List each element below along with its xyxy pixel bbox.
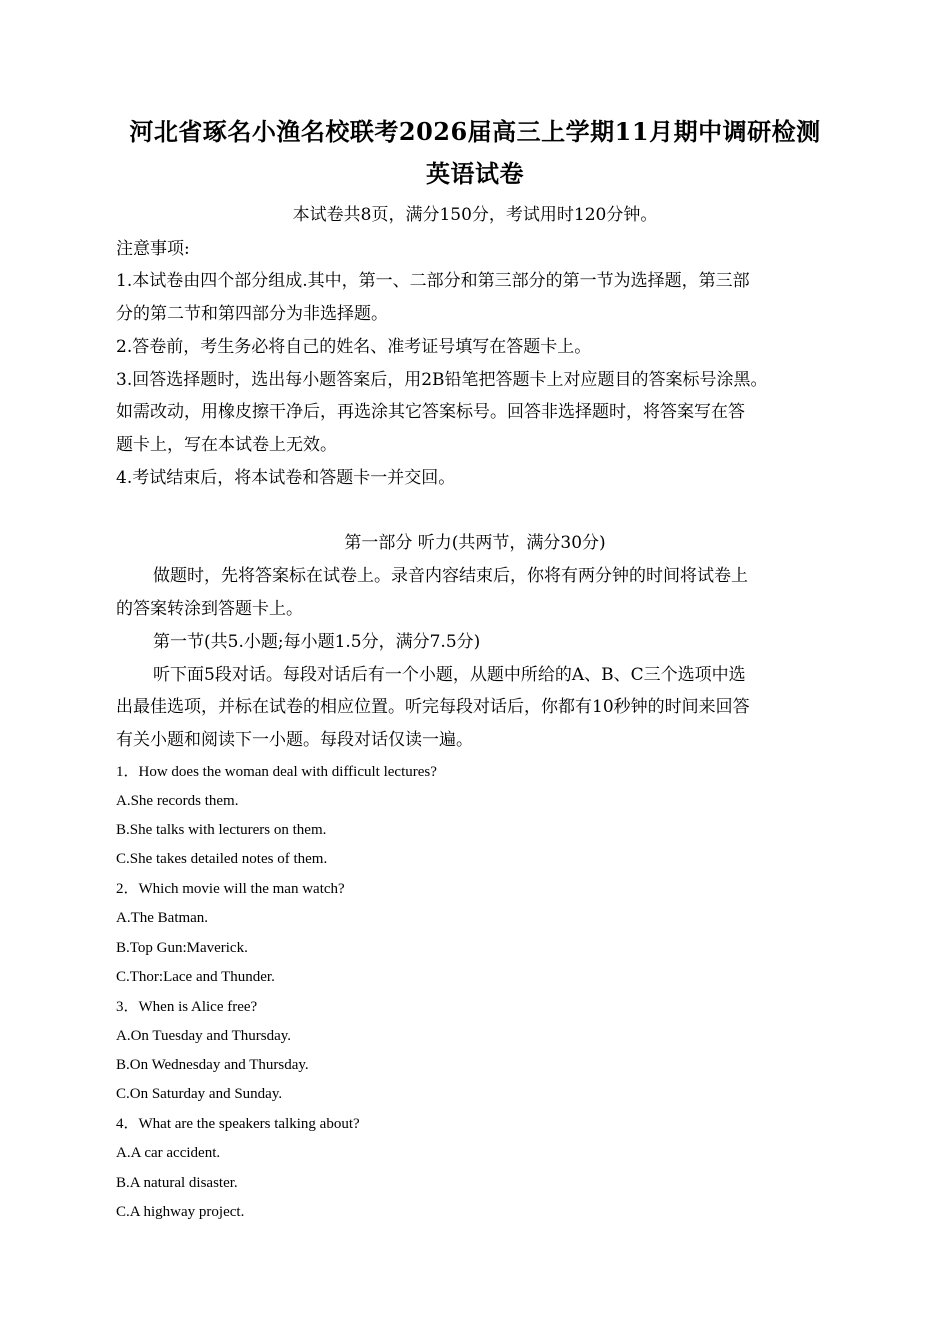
notice-line: 2.答卷前，考生务必将自己的姓名、准考证号填写在答题卡上。	[116, 337, 592, 357]
section1-heading: 第一节(共5.小题;每小题1.5分，满分7.5分)	[153, 632, 481, 652]
question-option: A.A car accident.	[116, 1145, 221, 1161]
question-option: B.She talks with lecturers on them.	[116, 822, 327, 838]
notice-line: 分的第二节和第四部分为非选择题。	[116, 304, 388, 324]
exam-info: 本试卷共8页，满分150分，考试用时120分钟。	[292, 205, 658, 225]
question-option: B.On Wednesday and Thursday.	[116, 1057, 309, 1073]
question-option: A.On Tuesday and Thursday.	[116, 1028, 291, 1044]
notice-line: 题卡上，写在本试卷上无效。	[116, 435, 337, 455]
question-option: B.A natural disaster.	[116, 1175, 238, 1191]
notice-line: 1.本试卷由四个部分组成.其中，第一、二部分和第三部分的第一节为选择题，第三部	[116, 271, 750, 291]
notice-line: 3.回答选择题时，选出每小题答案后，用2B铅笔把答题卡上对应题目的答案标号涂黑。	[116, 370, 768, 390]
question-option: A.She records them.	[116, 793, 239, 809]
notice-line: 4.考试结束后，将本试卷和答题卡一并交回。	[116, 468, 456, 488]
question-option: A.The Batman.	[116, 910, 209, 926]
question-stem: 2．Which movie will the man watch?	[116, 881, 345, 897]
part1-heading: 第一部分 听力(共两节，满分30分)	[344, 533, 606, 553]
section1-line: 有关小题和阅读下一小题。每段对话仅读一遍。	[116, 730, 473, 750]
page-title: 河北省琢名小渔名校联考2026届高三上学期11月期中调研检测	[129, 117, 821, 146]
question-option: C.On Saturday and Sunday.	[116, 1086, 283, 1102]
question-option: C.Thor:Lace and Thunder.	[116, 969, 275, 985]
question-stem: 4．What are the speakers talking about?	[116, 1116, 360, 1132]
notice-heading: 注意事项:	[116, 239, 190, 259]
page-subtitle: 英语试卷	[426, 159, 524, 188]
question-option: C.A highway project.	[116, 1204, 245, 1220]
part1-intro-line: 做题时，先将答案标在试卷上。录音内容结束后，你将有两分钟的时间将试卷上	[153, 566, 748, 586]
question-stem: 3．When is Alice free?	[116, 999, 258, 1015]
question-stem: 1．How does the woman deal with difficult lectures?	[116, 764, 437, 780]
notice-line: 如需改动，用橡皮擦干净后，再选涂其它答案标号。回答非选择题时，将答案写在答	[116, 402, 745, 422]
question-option: B.Top Gun:Maverick.	[116, 940, 248, 956]
part1-intro-line: 的答案转涂到答题卡上。	[116, 599, 303, 619]
question-option: C.She takes detailed notes of them.	[116, 851, 328, 867]
section1-line: 听下面5段对话。每段对话后有一个小题，从题中所给的A、B、C三个选项中选	[153, 665, 746, 685]
section1-line: 出最佳选项，并标在试卷的相应位置。听完每段对话后，你都有10秒钟的时间来回答	[116, 697, 750, 717]
